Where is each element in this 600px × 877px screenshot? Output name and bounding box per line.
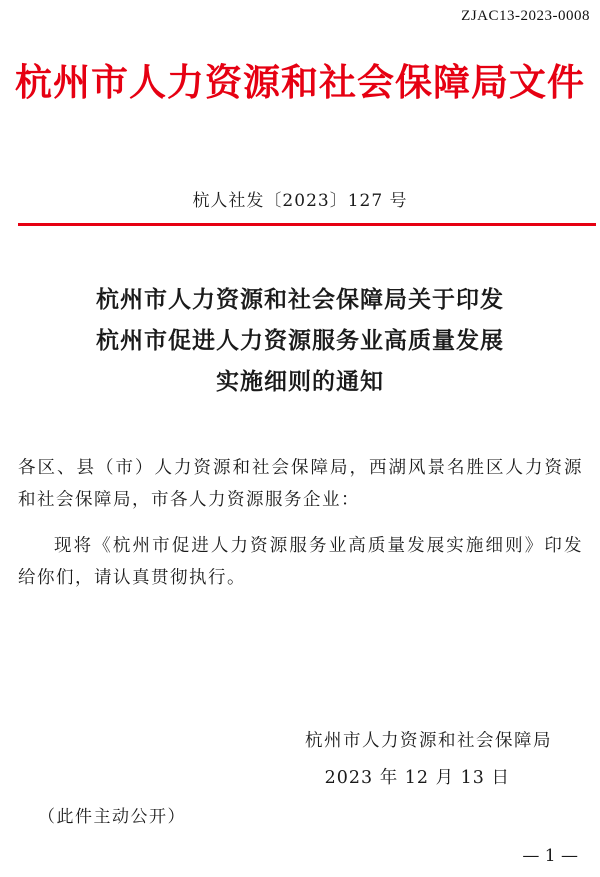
page-number: — 1 — <box>522 846 578 866</box>
addressee-paragraph: 各区、县（市）人力资源和社会保障局，西湖风景名胜区人力资源和社会保障局，市各人力资源服务企业： <box>18 458 583 510</box>
notice-title <box>0 280 600 403</box>
issuer-signature: 杭州市人力资源和社会保障局 <box>305 731 552 751</box>
issue-date: 2023 年 12 月 13 日 <box>324 768 510 788</box>
title-line-1: 杭州市人力资源和社会保障局关于印发 <box>96 287 504 313</box>
disclosure-note: （此件主动公开） <box>38 807 186 827</box>
red-divider-line <box>18 223 596 226</box>
title-line-2: 杭州市促进人力资源服务业高质量发展 <box>96 328 504 354</box>
content-paragraph: 现将《杭州市促进人力资源服务业高质量发展实施细则》印发给你们，请认真贯彻执行。 <box>18 536 583 588</box>
document-number: 杭人社发〔2023〕127 号 <box>192 191 408 211</box>
title-line-3: 实施细则的通知 <box>216 369 384 395</box>
document-code: ZJAC13-2023-0008 <box>461 8 590 24</box>
masthead-title: 杭州市人力资源和社会保障局文件 <box>15 60 585 104</box>
